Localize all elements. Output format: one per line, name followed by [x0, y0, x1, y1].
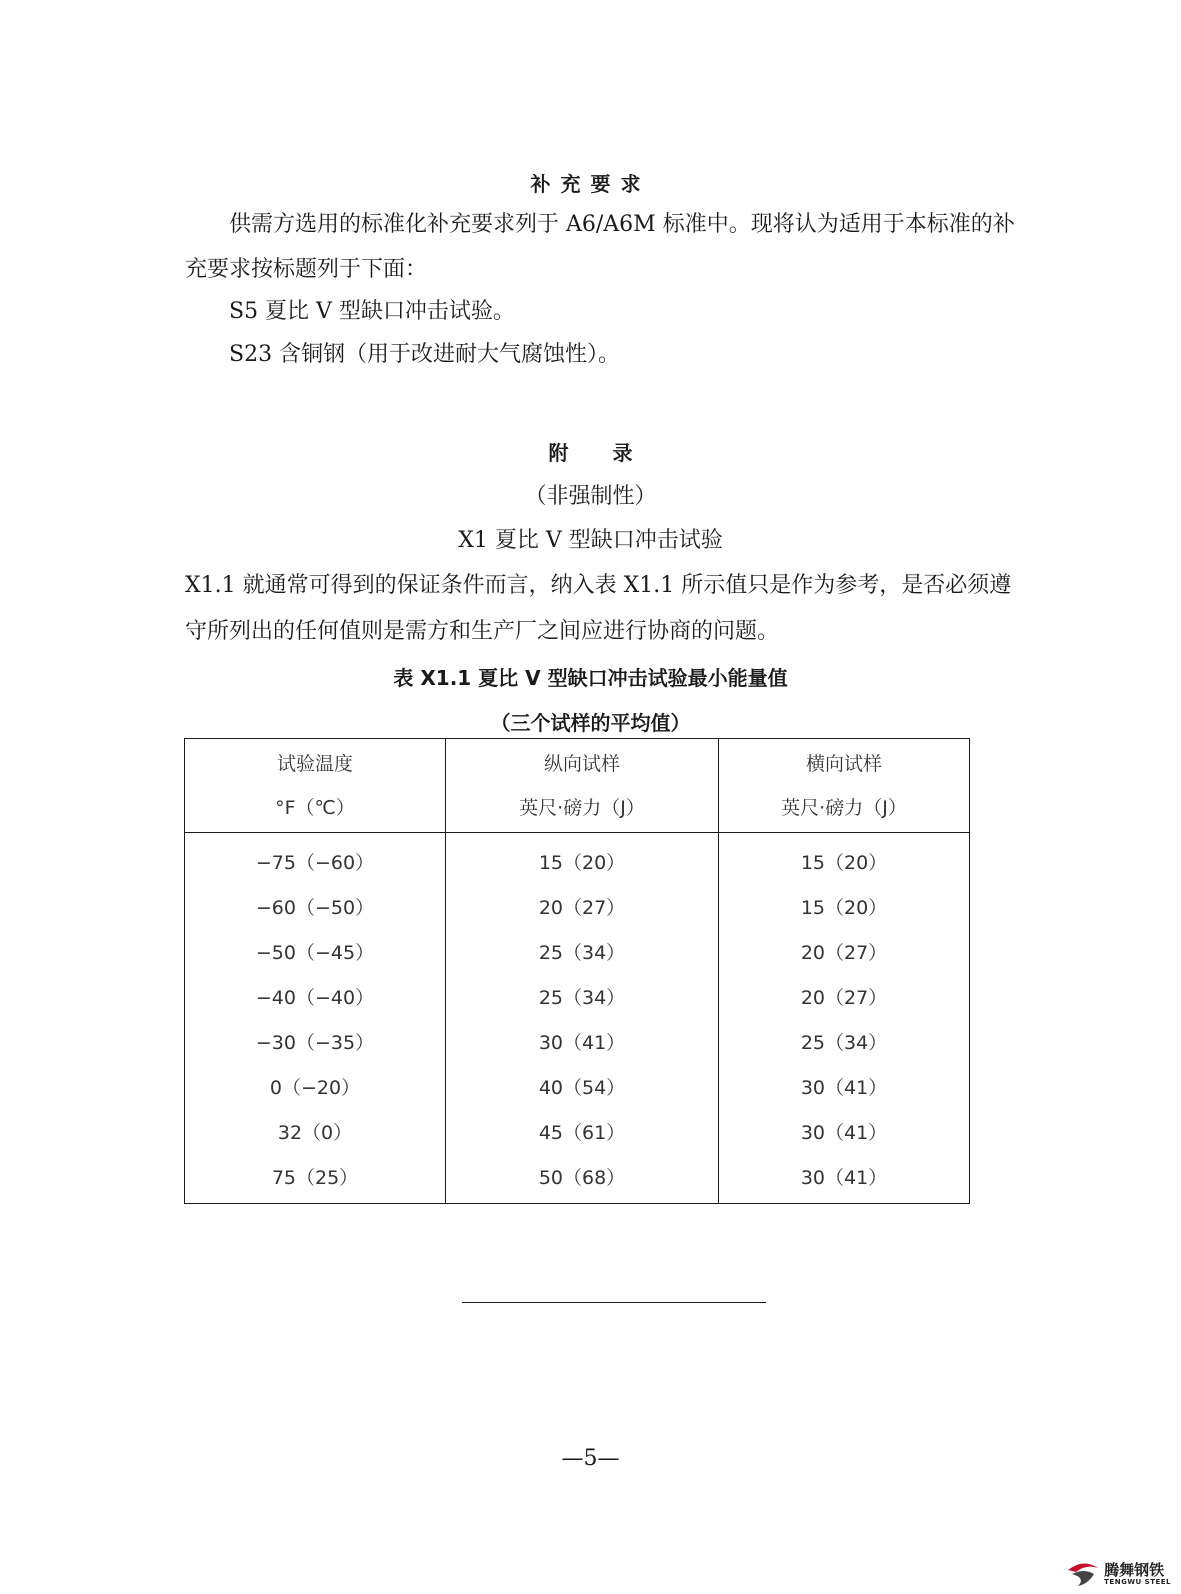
appendix-paragraph-line-2: 守所列出的任何值则是需方和生产厂之间应进行协商的问题。 [185, 619, 780, 644]
table-row [185, 974, 970, 1019]
end-of-document-rule [462, 1302, 766, 1303]
header-label: 纵向试样 [543, 752, 620, 775]
cell-longitudinal: 15（20） [446, 833, 719, 885]
header-label: 横向试样 [805, 752, 882, 775]
cell-transverse: 15（20） [719, 884, 970, 929]
appendix-paragraph-line-1: X1.1 就通常可得到的保证条件而言，纳入表 X1.1 所示值只是作为参考，是否必须遵 [185, 573, 1012, 598]
cell-temperature: −30（−35） [185, 1019, 446, 1064]
cell-temperature: 32（0） [185, 1109, 446, 1154]
header-label: 试验温度 [276, 752, 353, 775]
table-row [185, 1064, 970, 1109]
cell-transverse: 20（27） [719, 974, 970, 1019]
supplementary-item-s23: S23 含铜钢（用于改进耐大气腐蚀性）。 [229, 342, 621, 367]
supplementary-title: 补充要求 [530, 172, 651, 196]
page-number: —5— [561, 1446, 620, 1471]
cell-transverse: 25（34） [719, 1019, 970, 1064]
cell-temperature: −75（−60） [185, 833, 446, 885]
supplementary-paragraph-line-1: 供需方选用的标准化补充要求列于 A6/A6M 标准中。现将认为适用于本标准的补 [229, 212, 1015, 237]
cell-transverse: 20（27） [719, 929, 970, 974]
company-logo [1066, 1560, 1171, 1588]
appendix-subtitle: （非强制性） [524, 484, 657, 509]
cell-longitudinal: 30（41） [446, 1019, 719, 1064]
header-longitudinal [446, 739, 719, 833]
table-row [185, 1154, 970, 1204]
table-subtitle: （三个试样的平均值） [490, 711, 691, 735]
table-header-row [185, 739, 970, 833]
cell-transverse: 30（41） [719, 1064, 970, 1109]
header-unit: °F（℃） [275, 796, 355, 819]
cell-transverse: 30（41） [719, 1109, 970, 1154]
cell-longitudinal: 25（34） [446, 929, 719, 974]
cell-longitudinal: 20（27） [446, 884, 719, 929]
cell-longitudinal: 45（61） [446, 1109, 719, 1154]
header-unit: 英尺·磅力（J） [519, 796, 645, 819]
header-transverse [719, 739, 970, 833]
logo-name: 腾舞钢铁 [1104, 1561, 1165, 1579]
appendix-section-title: X1 夏比 V 型缺口冲击试验 [458, 528, 723, 553]
table-title: 表 X1.1 夏比 V 型缺口冲击试验最小能量值 [393, 666, 788, 690]
appendix-title: 附录 [548, 441, 677, 465]
cell-longitudinal: 25（34） [446, 974, 719, 1019]
cell-transverse: 15（20） [719, 833, 970, 885]
logo-subname: TENGWU STEEL [1104, 1578, 1171, 1586]
table-row [185, 884, 970, 929]
table-row [185, 929, 970, 974]
cell-temperature: −40（−40） [185, 974, 446, 1019]
logo-text [1104, 1562, 1171, 1586]
cell-temperature: 0（−20） [185, 1064, 446, 1109]
cell-temperature: −50（−45） [185, 929, 446, 974]
cell-transverse: 30（41） [719, 1154, 970, 1204]
supplementary-paragraph-line-2: 充要求按标题列于下面： [185, 257, 428, 282]
cell-longitudinal: 40（54） [446, 1064, 719, 1109]
charpy-energy-table [184, 738, 970, 1204]
cell-temperature: 75（25） [185, 1154, 446, 1204]
cell-longitudinal: 50（68） [446, 1154, 719, 1204]
table-row [185, 1019, 970, 1064]
cell-temperature: −60（−50） [185, 884, 446, 929]
header-unit: 英尺·磅力（J） [781, 796, 907, 819]
logo-mark-icon [1066, 1560, 1100, 1588]
table-row [185, 833, 970, 885]
table-row [185, 1109, 970, 1154]
supplementary-item-s5: S5 夏比 V 型缺口冲击试验。 [229, 299, 515, 324]
header-test-temperature [185, 739, 446, 833]
